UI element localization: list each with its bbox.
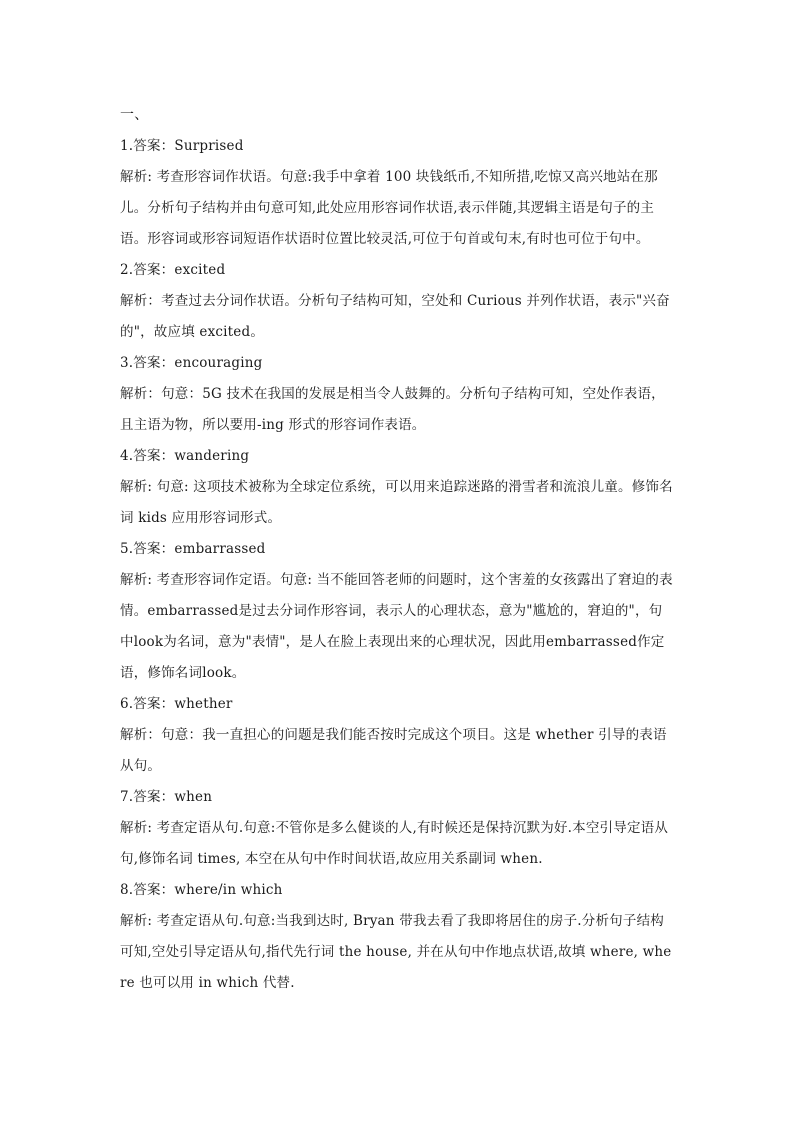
answer-item	[120, 131, 674, 255]
section-heading: 一、	[120, 107, 149, 123]
analysis-paragraph: 解析: 考查形容词作状语。句意:我手中拿着 100 块钱纸币,不知所措,吃惊又高兴地站在那儿。分析句子结构并由句意可知,此处应用形容词作状语,表示伴随,其逻辑主语是句子的主语。形容词或形容词短语作状语时位置比较灵活,可位于句首或句末,有时也可位于句中。	[120, 169, 658, 247]
analysis-paragraph: 解析: 考查定语从句.句意:当我到达时, Bryan 带我去看了我即将居住的房子.分析句子结构可知,空处引导定语从句,指代先行词 the house, 并在从句中作地点状语,故填 where, where 也可以用 in which 代替.	[120, 913, 672, 991]
answer-line: 3.答案：encouraging	[120, 355, 263, 371]
answer-item	[120, 689, 674, 782]
analysis-paragraph: 解析：句意：5G 技术在我国的发展是相当令人鼓舞的。分析句子结构可知，空处作表语，且主语为物，所以要用-ing 形式的形容词作表语。	[120, 386, 665, 433]
analysis-paragraph: 解析: 考查形容词作定语。句意: 当不能回答老师的问题时，这个害羞的女孩露出了窘迫的表情。embarrassed是过去分词作形容词，表示人的心理状态，意为"尴尬的，窘迫的"，句中look为名词，意为"表情"，是人在脸上表现出来的心理状况，因此用embarrassed作定语，修饰名词look。	[120, 572, 673, 681]
analysis-paragraph: 解析：句意：我一直担心的问题是我们能否按时完成这个项目。这是 whether 引导的表语从句。	[120, 727, 667, 774]
answer-line: 7.答案：when	[120, 789, 213, 805]
answer-item	[120, 782, 674, 875]
answer-line: 2.答案：excited	[120, 262, 226, 278]
answer-item	[120, 875, 674, 999]
analysis-paragraph: 解析：考查过去分词作状语。分析句子结构可知，空处和 Curious 并列作状语，表示"兴奋的"，故应填 excited。	[120, 293, 670, 340]
answer-item	[120, 348, 674, 441]
answer-line: 1.答案：Surprised	[120, 138, 244, 154]
analysis-paragraph: 解析: 句意: 这项技术被称为全球定位系统，可以用来追踪迷路的滑雪者和流浪儿童。修饰名词 kids 应用形容词形式。	[120, 479, 673, 526]
answer-line: 4.答案：wandering	[120, 448, 250, 464]
answer-line: 8.答案：where/in which	[120, 882, 283, 898]
answer-line: 5.答案：embarrassed	[120, 541, 266, 557]
answer-line: 6.答案：whether	[120, 696, 233, 712]
answer-item	[120, 534, 674, 689]
answer-item	[120, 441, 674, 534]
analysis-paragraph: 解析: 考查定语从句.句意:不管你是多么健谈的人,有时候还是保持沉默为好.本空引导定语从句,修饰名词 times, 本空在从句中作时间状语,故应用关系副词 when.	[120, 820, 669, 867]
answer-item	[120, 255, 674, 348]
